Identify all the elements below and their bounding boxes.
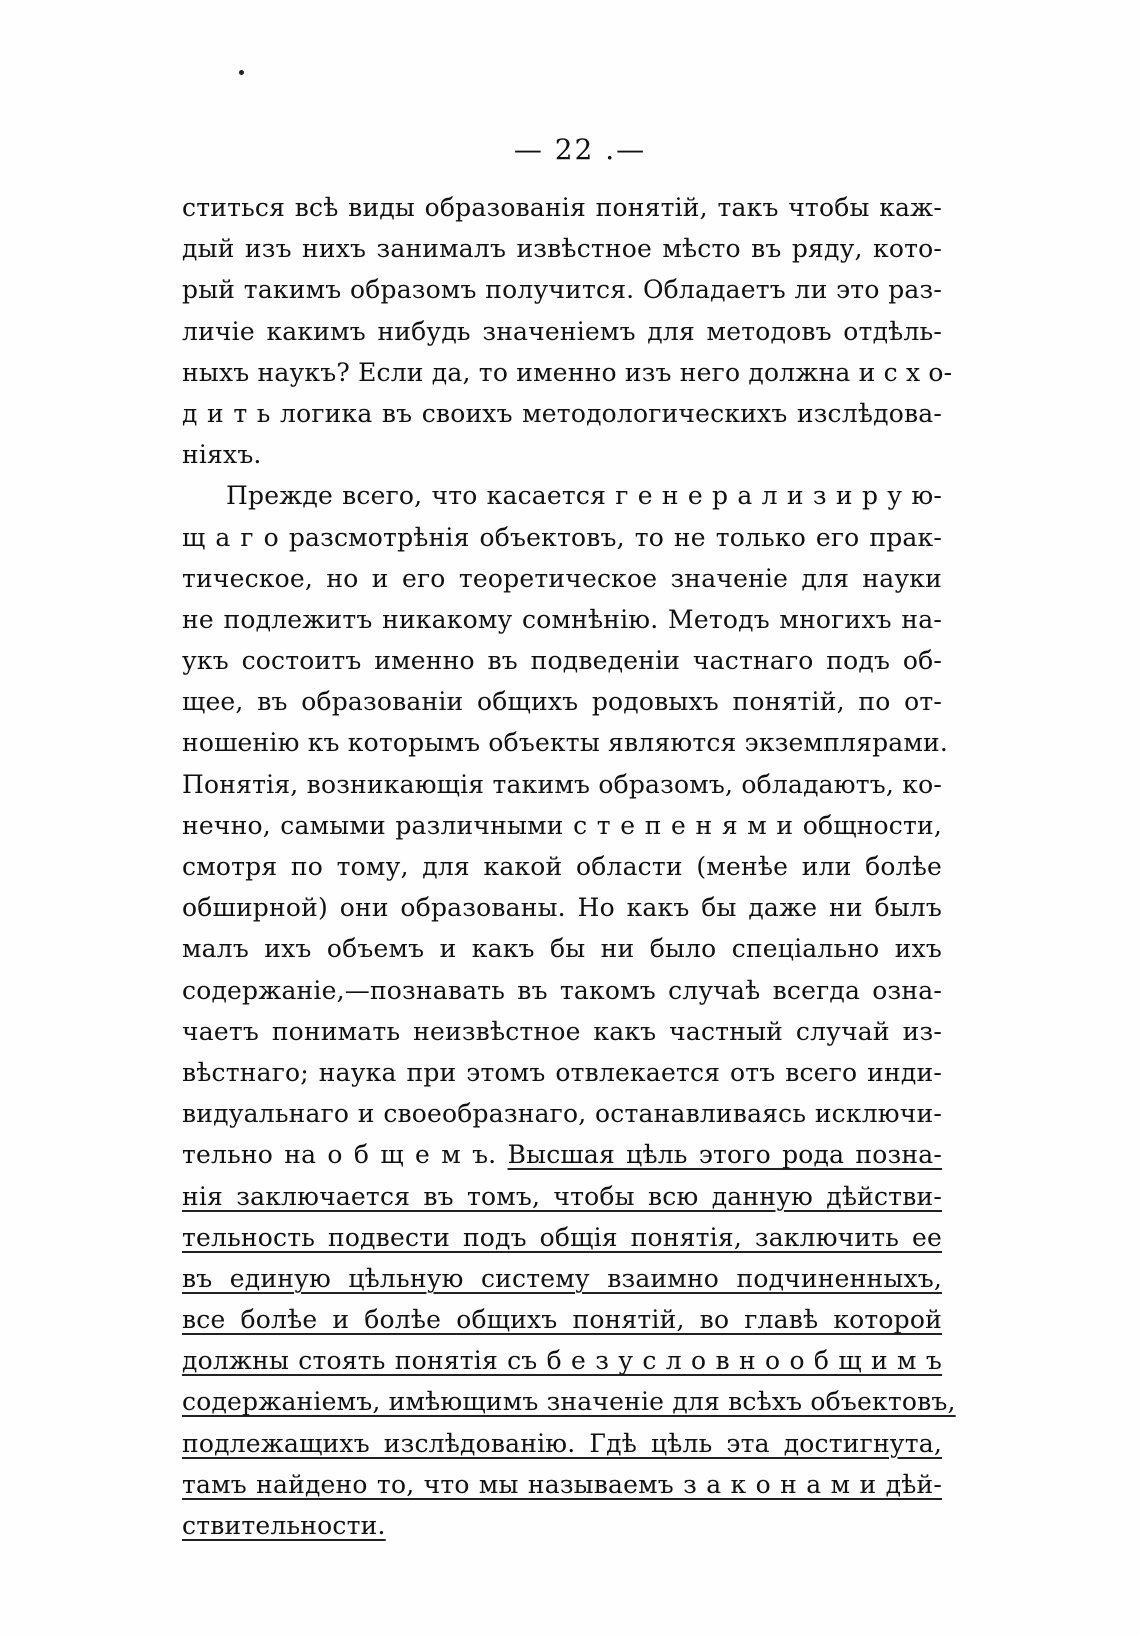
- underlined-text-line: содержаніемъ, имѣющимъ значеніе для всѣхъ объектовъ,: [182, 1387, 956, 1417]
- text-line: нечно, самыми различными с т е п е н я м и общности,: [182, 810, 942, 840]
- text-line: вѣстнаго; наука при этомъ отвлекается отъ всего инди-: [182, 1057, 942, 1087]
- ink-speck: [239, 70, 244, 75]
- text-line-mixed: [182, 1134, 942, 1175]
- text-line: ніяхъ.: [182, 440, 262, 470]
- text-line: Прежде всего, что касается г е н е р а л и з и р у ю-: [226, 481, 942, 511]
- text-line: рый такимъ образомъ получится. Обладаетъ ли это раз-: [182, 275, 942, 305]
- text-line: д и т ь логика въ своихъ методологическихъ изслѣдова-: [182, 398, 942, 428]
- text-line: обширной) они образованы. Но какъ бы даже ни былъ: [182, 893, 942, 923]
- underlined-text-line: все болѣе и болѣе общихъ понятій, во главѣ которой: [182, 1305, 942, 1335]
- underlined-text-segment: Высшая цѣль этого рода позна-: [507, 1140, 942, 1170]
- underlined-text-line: нія заключается въ томъ, чтобы всю данную дѣйстви-: [182, 1181, 942, 1211]
- underlined-text-line: ствительности.: [182, 1511, 386, 1540]
- page-number: — 22 .—: [513, 133, 647, 166]
- text-line: личіе какимъ нибудь значеніемъ для методовъ отдѣль-: [182, 316, 942, 346]
- underlined-text-line: въ единую цѣльную систему взаимно подчиненныхъ,: [182, 1263, 942, 1293]
- text-line: чаетъ понимать неизвѣстное какъ частный случай из-: [182, 1016, 942, 1046]
- underlined-text-line: тельность подвести подъ общія понятія, заключить ее: [182, 1222, 942, 1252]
- text-line: Понятія, возникающія такимъ образомъ, обладаютъ, ко-: [182, 769, 942, 799]
- text-line: видуальнаго и своеобразнаго, останавливаясь исключи-: [182, 1099, 942, 1129]
- text-line: малъ ихъ объемъ и какъ бы ни было спеціально ихъ: [182, 934, 942, 964]
- text-line: ститься всѣ виды образованія понятій, такъ чтобы каж-: [182, 193, 942, 222]
- text-line: содержаніе,—познавать въ такомъ случаѣ всегда озна-: [182, 975, 942, 1005]
- text-line: щ а г о разсмотрѣнія объектовъ, то не только его прак-: [182, 522, 942, 552]
- text-line: ныхъ наукъ? Если да, то именно изъ него должна и с х о-: [182, 357, 953, 387]
- text-line: дый изъ нихъ занималъ извѣстное мѣсто въ ряду, кото-: [182, 234, 942, 264]
- text-line: не подлежитъ никакому сомнѣнію. Методъ многихъ на-: [182, 604, 942, 634]
- text-line: щее, въ образованіи общихъ родовыхъ понятій, по от-: [182, 687, 942, 717]
- text-body: [182, 187, 956, 1546]
- text-line: тическое, но и его теоретическое значеніе для науки: [182, 563, 942, 593]
- underlined-text-line: подлежащихъ изслѣдованію. Гдѣ цѣль эта достигнута,: [182, 1428, 942, 1458]
- underlined-text-line: должны стоять понятія съ б е з у с л о в н о о б щ и м ъ: [182, 1346, 942, 1376]
- text-line: ношенію къ которымъ объекты являются экземплярами.: [182, 728, 949, 758]
- text-segment: тельно на о б щ е м ъ.: [182, 1140, 497, 1170]
- text-line: укъ состоитъ именно въ подведеніи частнаго подъ об-: [182, 646, 942, 676]
- underlined-text-line: тамъ найдено то, что мы называемъ з а к о н а м и дѣй-: [182, 1469, 942, 1499]
- text-line: смотря по тому, для какой области (менѣе или болѣе: [182, 852, 942, 881]
